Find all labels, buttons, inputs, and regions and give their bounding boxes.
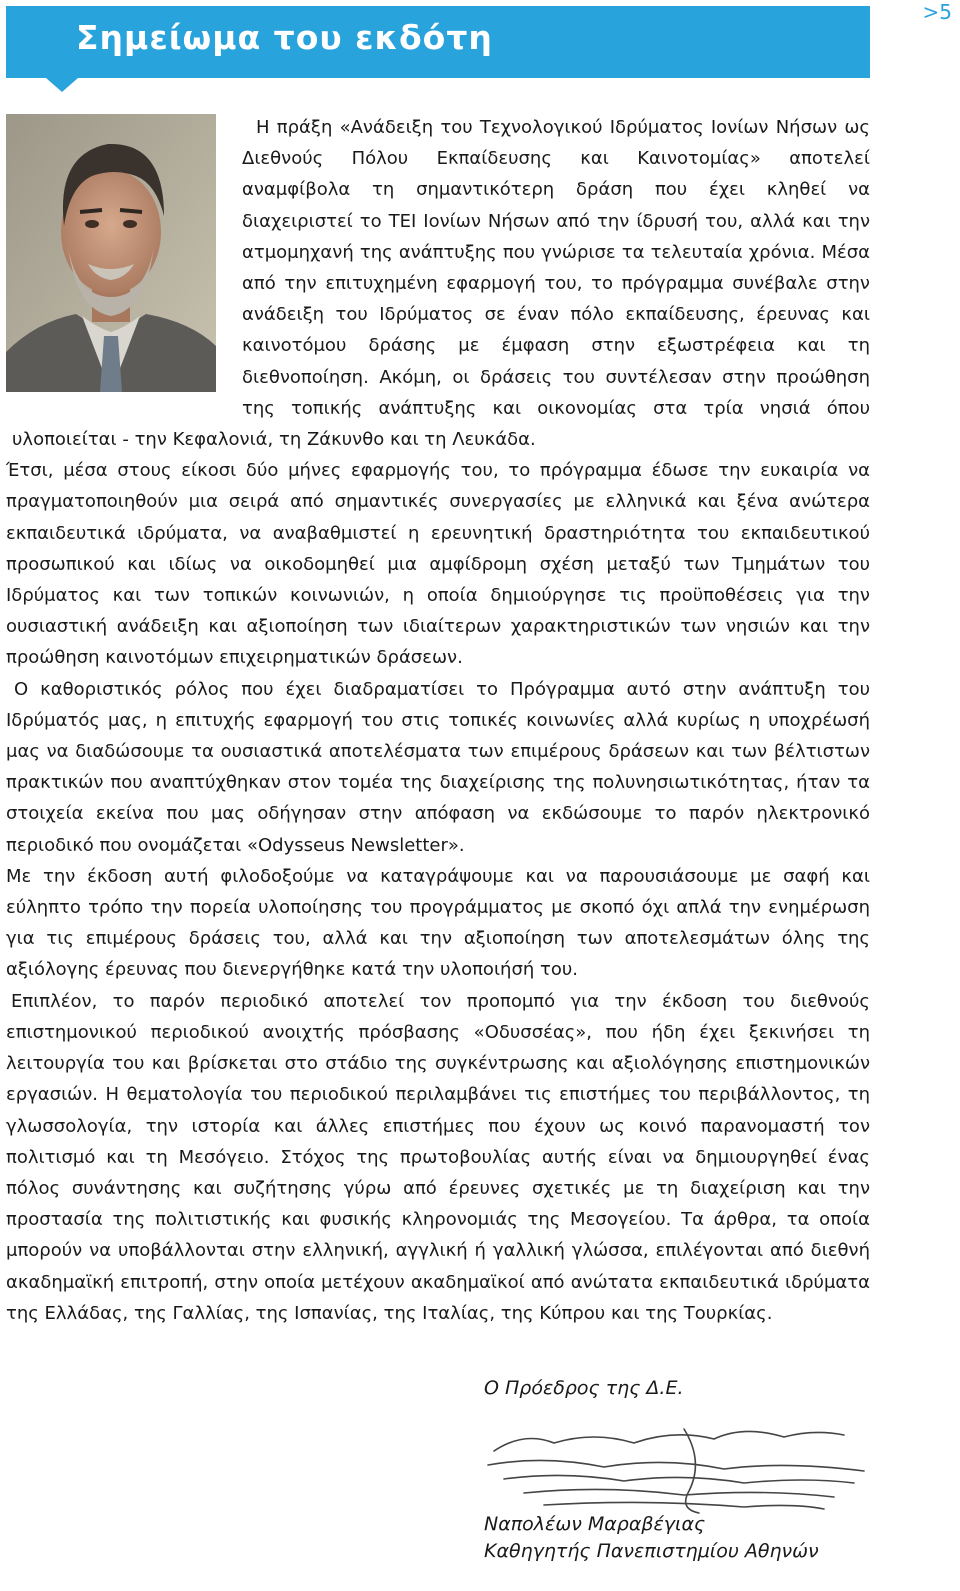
paragraph: Η πράξη «Ανάδειξη του Τεχνολογικού Ιδρύματος Ιονίων Νήσων ως Διεθνούς Πόλου Εκπαίδευσης και Καινοτομίας» αποτελεί αναμφίβολα τη σημαντικότερη δράση που έχει κληθεί να διαχειριστεί το ΤΕΙ Ιονίων Νήσων από την ίδρυσή του, αλλά και την ατμομηχανή της ανάπτυξης που γνώρισε τα τελευταία χρόνια. Μέσα από την επιτυχημένη εφαρμογή του, το πρόγραμμα συνέβαλε στην ανάδειξη του Ιδρύματος σε έναν πόλο εκπαίδευσης, έρευνας και καινοτόμου δράσης με έμφαση στην εξωστρέφεια και τη διεθνοποίηση. Ακόμη, οι δράσεις του συντέλεσαν στην προώθηση της τοπικής ανάπτυξης και οικονομίας στα τρία νησιά όπου υλοποιείται - την Κεφαλονιά, τη Ζάκυνθο και τη Λευκάδα. <box>12 117 870 451</box>
portrait-spacer <box>6 112 242 409</box>
paragraph: Με την έκδοση αυτή φιλοδοξούμε να καταγράψουμε και να παρουσιάσουμε με σαφή και εύληπτο τρόπο την πορεία υλοποίησης του προγράμματος με σκοπό όχι απλά την ενημέρωση για τις επιμέρους δράσεις του, αλλά και την αξιοποίηση των αποτελεσμάτων όλης της αξιόλογης έρευνας που διενεργήθηκε κατά την υλοποιήσή του. <box>6 865 870 981</box>
signer-name: Ναπολέων Μαραβέγιας <box>484 1513 706 1535</box>
paragraph: Έτσι, μέσα στους είκοσι δύο μήνες εφαρμογής του, το πρόγραμμα έδωσε την ευκαιρία να πραγματοποιηθούν μια σειρά από σημαντικές συνεργασίες με ελληνικά και ξένα ανώτερα εκπαιδευτικά ιδρύματα, να αναβαθμιστεί η ερευνητική δραστηριότητα του εκπαιδευτικού προσωπικού και ιδίως να οικοδομηθεί μια αμφίδρομη σχέση μεταξύ των Τμημάτων του Ιδρύματος και των τοπικών κοινωνιών, η οποία δημιούργησε τις προϋποθέσεις για την ουσιαστική ανάδειξη και αξιοποίηση των ιδιαίτερων χαρακτηριστικών των νησιών και την προώθηση καινοτόμων επιχειρηματικών δράσεων. <box>6 460 870 669</box>
paragraph: Ο καθοριστικός ρόλος που έχει διαδραματίσει το Πρόγραμμα αυτό στην ανάπτυξη του Ιδρύματός μας, η επιτυχής εφαρμογή του στις τοπικές κοινωνίες αλλά κυρίως η υποχρέωσή μας να διαδώσουμε τα ουσιαστικά αποτελέσματα των επιμέρους δράσεων και των βέλτιστων πρακτικών που αναπτύχθηκαν στον τομέα της διαχείρισης της πολυνησιωτικότητας, ήταν τα στοιχεία εκείνα που μας οδήγησαν στην απόφαση να εκδώσουμε το παρόν ηλεκτρονικό περιοδικό που ονομάζεται «Odysseus Newsletter». <box>6 678 870 856</box>
signer-title: Καθηγητής Πανεπιστημίου Αθηνών <box>484 1540 819 1562</box>
closing-salutation: Ο Πρόεδρος της Δ.Ε. <box>484 1377 684 1399</box>
signature-icon <box>484 1421 874 1517</box>
article-body <box>6 112 870 1329</box>
signature <box>484 1421 874 1517</box>
paragraph: Επιπλέον, το παρόν περιοδικό αποτελεί τον προπομπό για την έκδοση του διεθνούς επιστημονικού περιοδικού ανοιχτής πρόσβασης «Οδυσσέας», που ήδη έχει ξεκινήσει τη λειτουργία του και βρίσκεται στο στάδιο της συγκέντρωσης και αξιολόγησης επιστημονικών εργασιών. Η θεματολογία του περιοδικού περιλαμβάνει τις επιστήμες του περιβάλλοντος, τη γλωσσολογία, την ιστορία και άλλες επιστήμες που έχουν ως κοινό παρανομαστή τον πολιτισμό και τη Μεσόγειο. Στόχος της πρωτοβουλίας αυτής είναι να δημιουργηθεί ένας πόλος συνάντησης και συζήτησης γύρω από έρευνες σχετικές με τη διαχείριση και την προστασία της πολιτιστικής και φυσικής κληρονομιάς της Μεσογείου. Τα άρθρα, τα οποία μπορούν να υποβάλλονται στην ελληνική, αγγλική ή γαλλική γλώσσα, επιλέγονται από διεθνή ακαδημαϊκή επιτροπή, στην οποία μετέχουν ακαδημαϊκοί από ανώτατα εκπαιδευτικά ιδρύματα της Ελλάδας, της Γαλλίας, της Ισπανίας, της Ιταλίας, της Κύπρου και της Τουρκίας. <box>6 990 870 1324</box>
header-pointer <box>46 78 78 92</box>
page-title: Σημείωμα του εκδότη <box>76 18 493 57</box>
page-number: >5 <box>922 0 952 24</box>
